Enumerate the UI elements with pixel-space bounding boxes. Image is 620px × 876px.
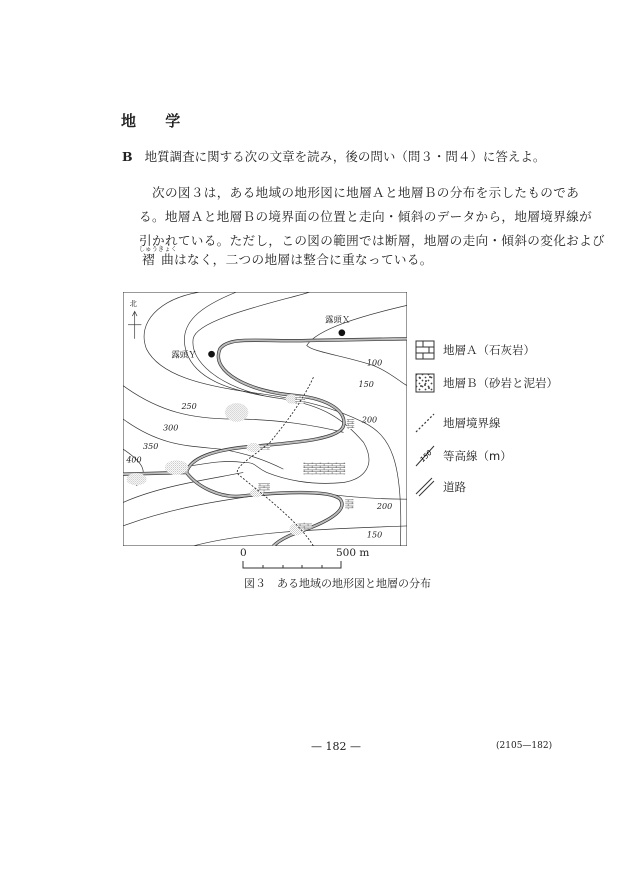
topographic-map bbox=[123, 292, 407, 546]
legend-boundary: 地層境界線 bbox=[415, 413, 501, 433]
outcrop-x-label: 露頭Ｘ bbox=[325, 314, 351, 325]
svg-text:150: 150 bbox=[366, 530, 383, 540]
svg-text:200: 200 bbox=[361, 415, 378, 425]
question-intro bbox=[122, 147, 545, 165]
figure-caption: 図３ ある地域の地形図と地層の分布 bbox=[244, 577, 431, 590]
scale-end: 500 m bbox=[336, 547, 370, 559]
sandstone-pattern-icon bbox=[415, 373, 435, 393]
svg-text:150: 150 bbox=[358, 380, 374, 390]
contour-line-icon bbox=[415, 444, 435, 468]
outcrop-y-label: 露頭Ｙ bbox=[171, 349, 197, 360]
outcrop-y-marker bbox=[208, 351, 215, 358]
outcrop-x-marker bbox=[339, 329, 346, 336]
paragraph-line-3: 引かれている。ただし，この図の範囲では断層，地層の走向・傾斜の変化および bbox=[139, 233, 605, 248]
question-text: 地質調査に関する次の文章を読み，後の問い（問３・問４）に答えよ。 bbox=[144, 149, 546, 164]
scale-start: 0 bbox=[240, 547, 247, 559]
paragraph-line-1: 次の図３は，ある地域の地形図に地層Ａと地層Ｂの分布を示したものであ bbox=[152, 185, 580, 200]
svg-text:250: 250 bbox=[181, 401, 197, 411]
page-code: (2105—182) bbox=[496, 741, 553, 751]
svg-text:400: 400 bbox=[126, 455, 142, 465]
legend-limestone: 地層Ａ（石灰岩） bbox=[415, 340, 535, 360]
north-label: 北 bbox=[129, 299, 138, 309]
svg-text:100: 100 bbox=[366, 358, 383, 368]
svg-text:200: 200 bbox=[376, 502, 393, 512]
svg-text:300: 300 bbox=[163, 423, 179, 433]
legend-contour: 150 等高線（m） bbox=[415, 444, 512, 468]
svg-text:350: 350 bbox=[143, 442, 159, 452]
section-title: 地 学 bbox=[121, 112, 193, 130]
limestone-pattern-icon bbox=[415, 340, 435, 360]
scale-bar bbox=[242, 561, 344, 569]
legend-sandstone: 地層Ｂ（砂岩と泥岩） bbox=[415, 373, 558, 393]
legend-road: 道路 bbox=[415, 477, 466, 497]
double-line-icon bbox=[415, 477, 435, 497]
paragraph-line-4: 褶曲しゅうきょくはなく，二つの地層は整合に重なっている。 bbox=[139, 246, 433, 267]
question-label: B bbox=[122, 149, 133, 164]
page-number: — 182 — bbox=[311, 740, 361, 753]
fold-word: 褶曲しゅうきょく bbox=[139, 246, 178, 267]
paragraph-line-2: る。地層Ａと地層Ｂの境界面の位置と走向・傾斜のデータから，地層境界線が bbox=[139, 209, 593, 224]
dashed-line-icon bbox=[415, 413, 435, 433]
svg-text:150: 150 bbox=[418, 448, 434, 464]
